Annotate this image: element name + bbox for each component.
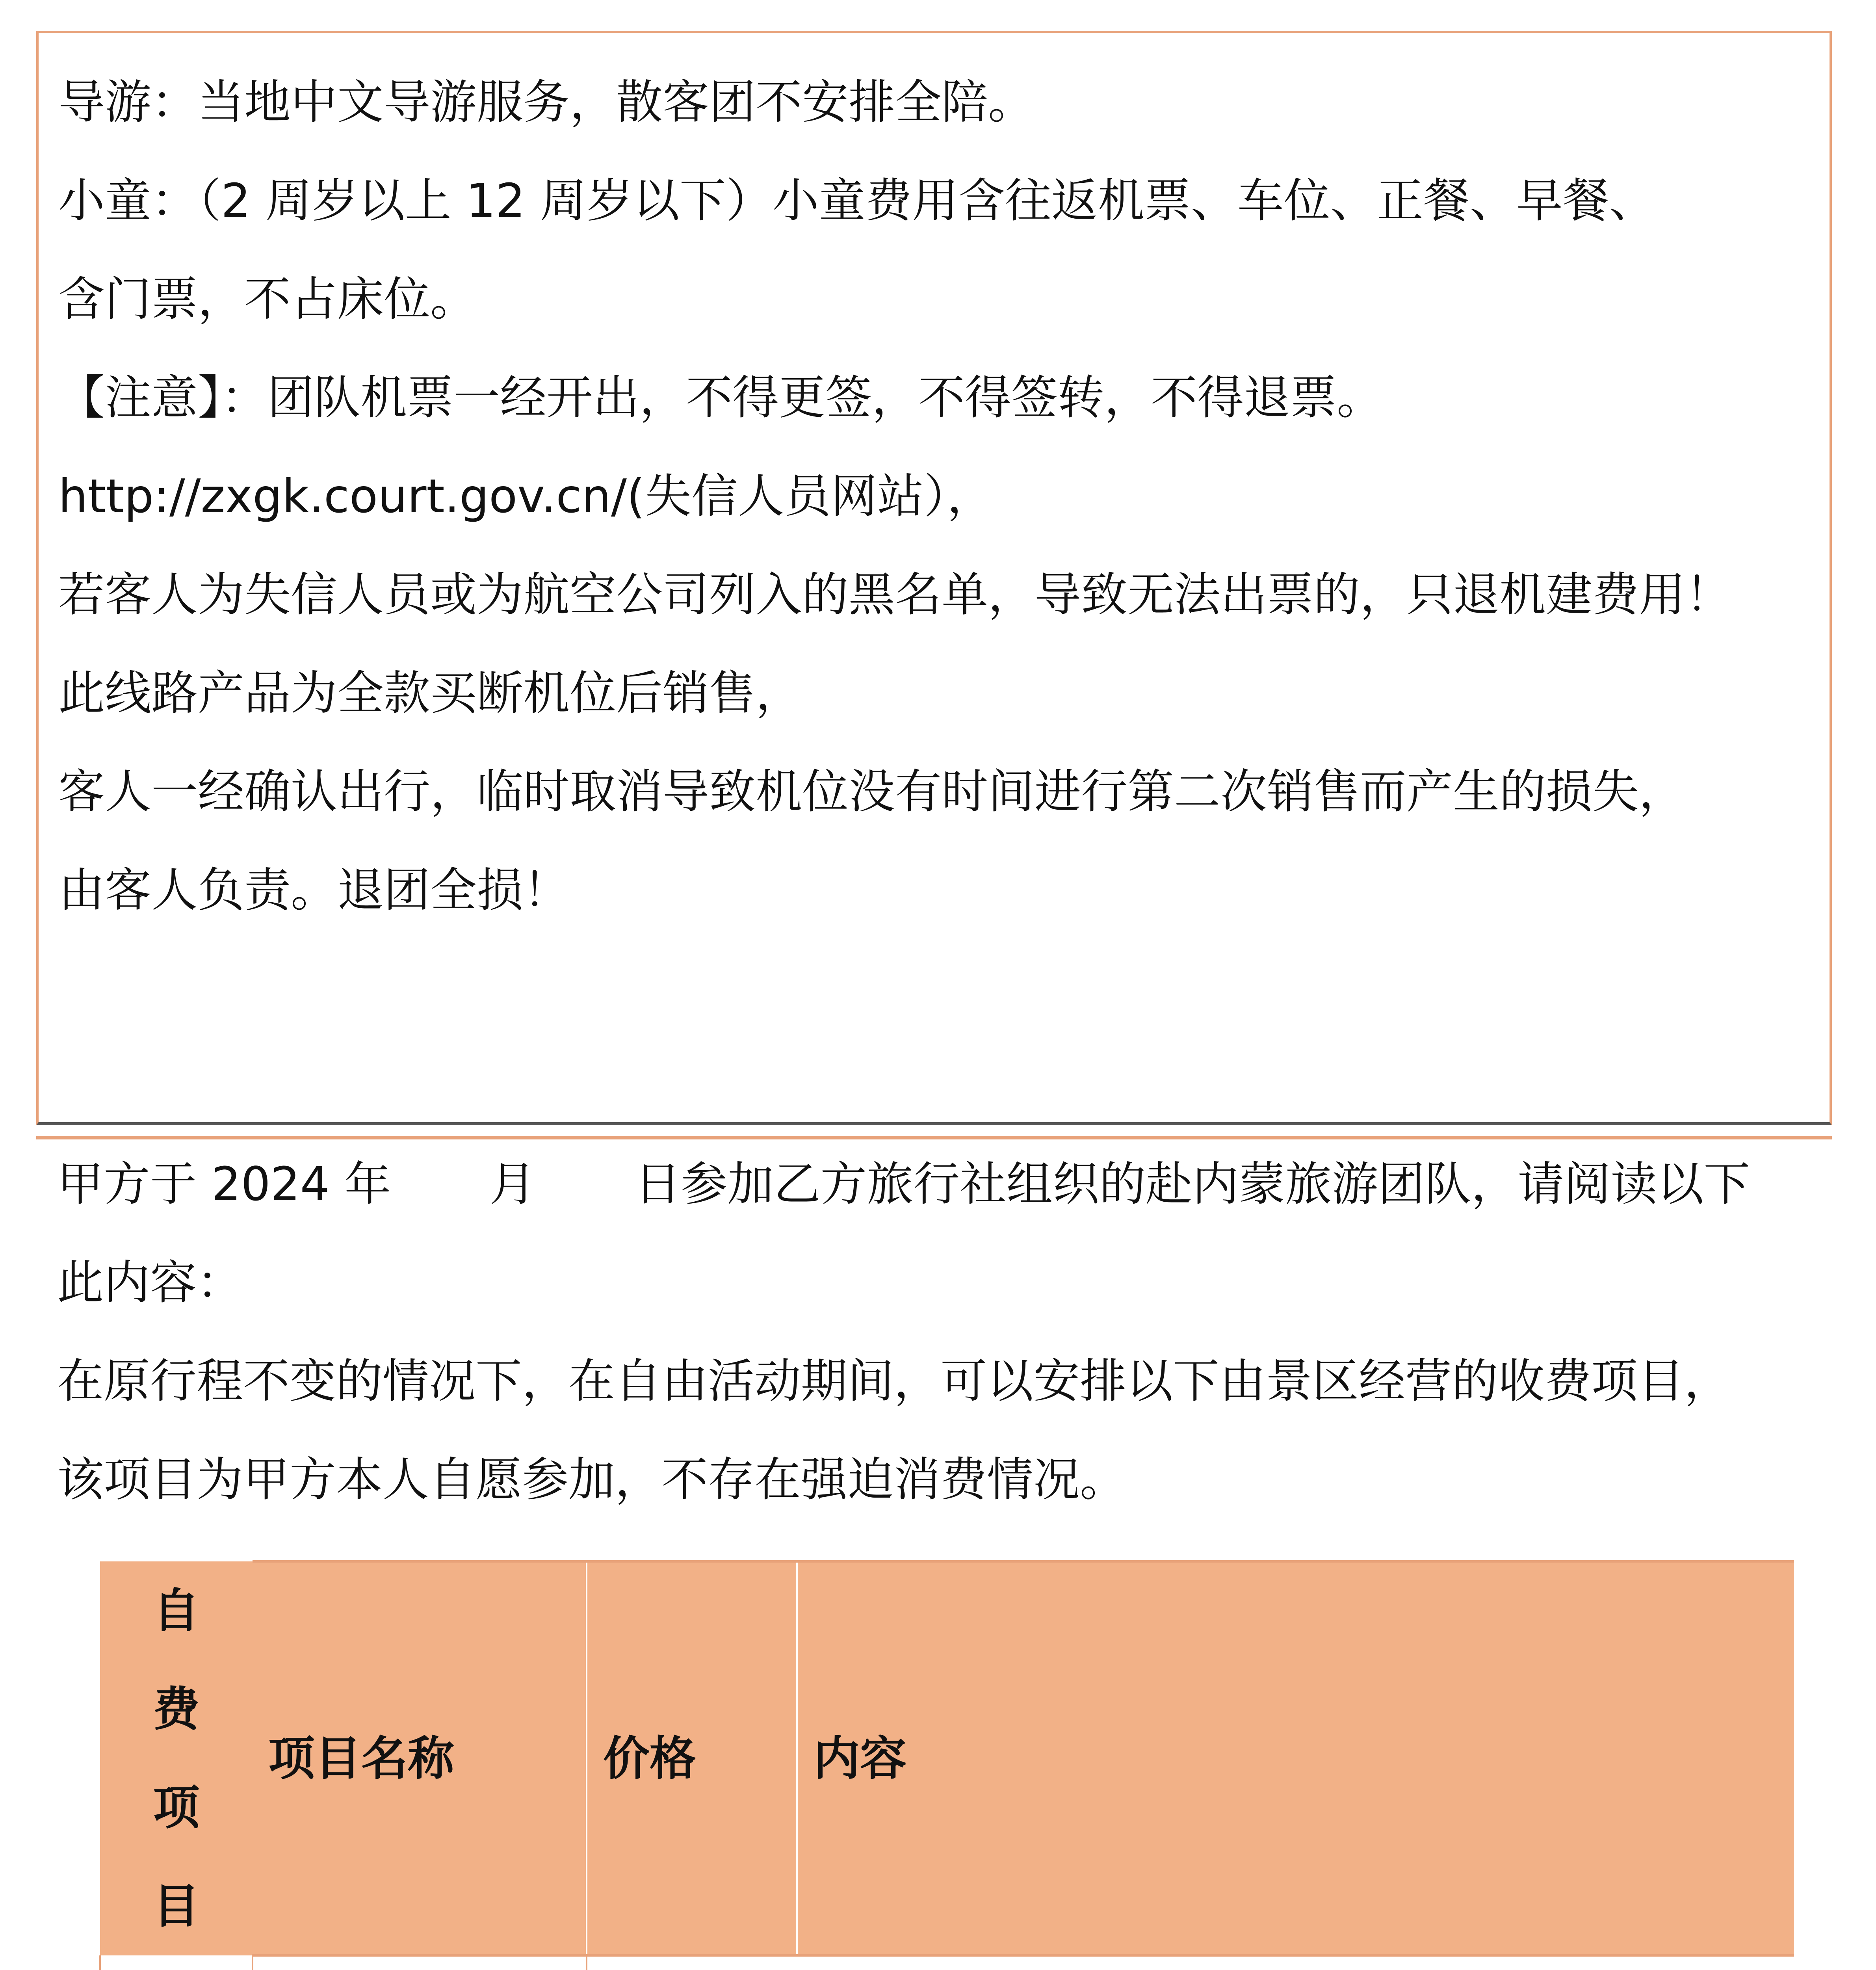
side-label: 自费项目 [153,1583,200,1933]
notice-guide: 导游：当地中文导游服务，散客团不安排全陪。 [58,75,1035,129]
notice-cancel-line1: 客人一经确认出行，临时取消导致机位没有时间进行第二次销售而产生的损失， [58,764,1686,819]
header-desc: 内容 [797,1561,1794,1955]
table-header-row [100,1561,1794,1955]
row-name-cell [100,1955,253,1970]
agreement-paragraph [57,1135,1838,1529]
table-row [100,1955,1794,1970]
agreement-year: 甲方于 2024 年 [57,1157,391,1211]
row-desc-cell [587,1955,797,1970]
agreement-day-text: 日参加乙方旅行社组织的赴内蒙旅游团队，请阅读以下 [634,1157,1750,1211]
side-label-cell [100,1561,253,1955]
agreement-line-4: 该项目为甲方本人自愿参加，不存在强迫消费情况。 [57,1452,1127,1507]
notice-attention: 【注意】：团队机票一经开出，不得更签，不得签转，不得退票。 [58,370,1384,425]
agreement-line-1 [57,1135,1838,1233]
notice-url: http://zxgk.court.gov.cn/(失信人员网站）， [58,469,994,523]
agreement-line-2: 此内容： [57,1255,243,1310]
row-price [269,1957,586,1970]
optional-fee-table [99,1560,1794,1970]
agreement-line-3: 在原行程不变的情况下，在自由活动期间，可以安排以下由景区经营的收费项目， [57,1354,1731,1408]
notice-child-line2: 含门票，不占床位。 [58,272,477,326]
notice-child-line1: 小童：（2 周岁以上 12 周岁以下）小童费用含往返机票、车位、正餐、早餐、 [58,173,1656,228]
row-name [117,1955,252,1970]
notice-box [36,31,1832,1125]
agreement-month: 月 [489,1157,536,1211]
header-price: 价格 [587,1561,797,1955]
notice-cancel-line2: 由客人负责。退团全损！ [58,863,570,917]
notice-sale: 此线路产品为全款买断机位后销售， [58,666,802,720]
header-name: 项目名称 [253,1561,587,1955]
notice-blacklist: 若客人为失信人员或为航空公司列入的黑名单，导致无法出票的，只退机建费用！ [58,567,1732,622]
row-price-cell [253,1955,587,1970]
